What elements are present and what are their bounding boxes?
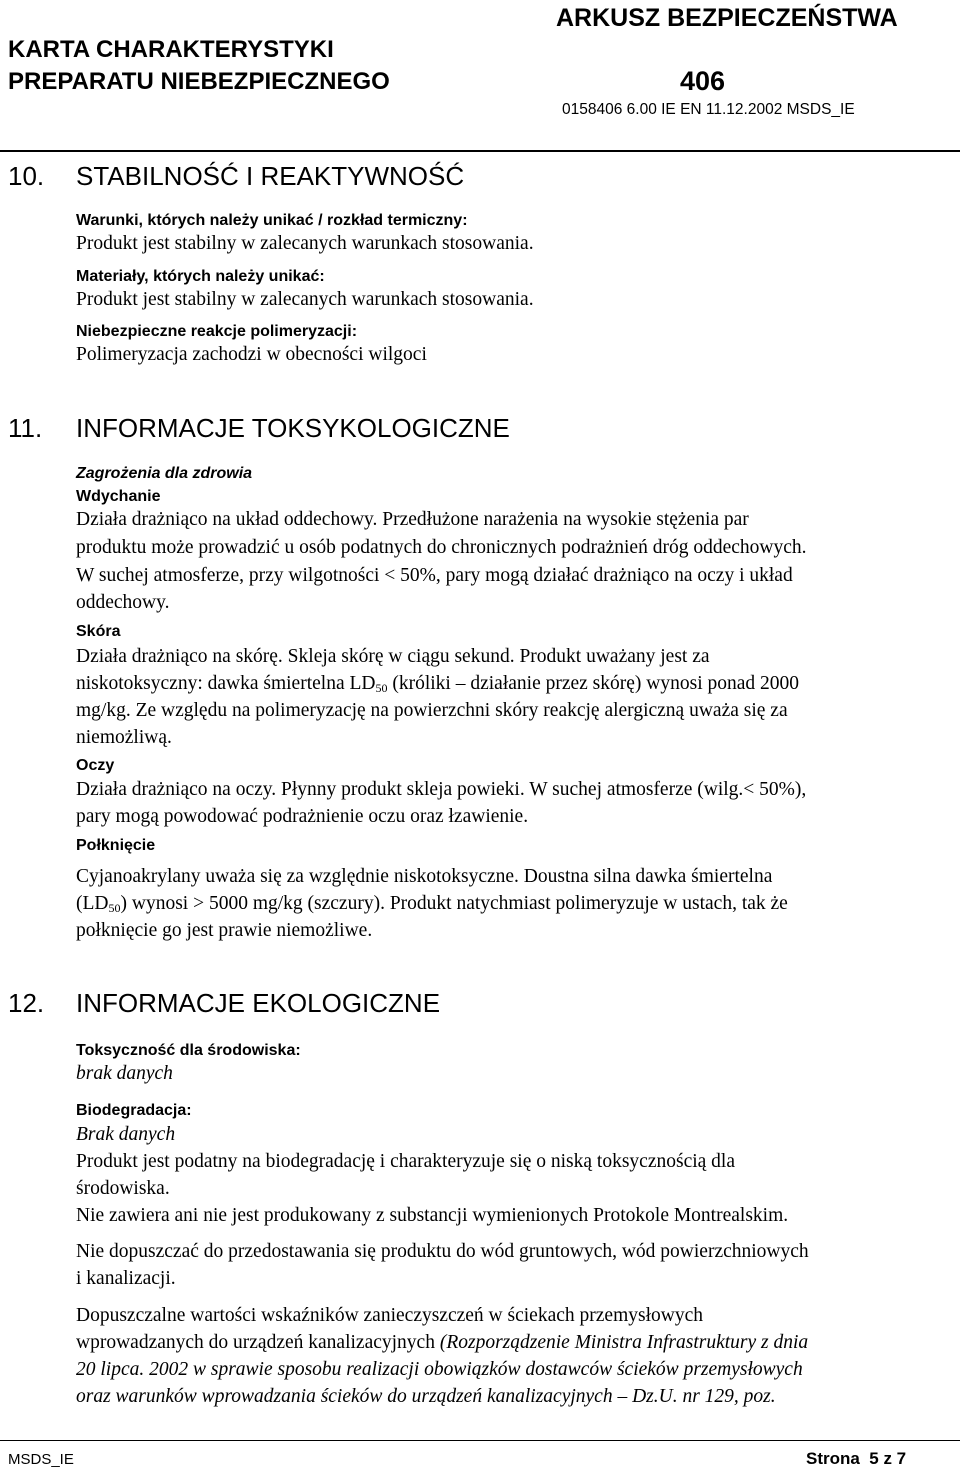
section-10-number: 10.: [8, 161, 45, 191]
section-10-title: STABILNOŚĆ I REAKTYWNOŚĆ: [76, 161, 465, 191]
ingestion-line-2: [76, 893, 788, 915]
disposal-line-2: i kanalizacji.: [76, 1268, 176, 1289]
biodegradation-line-1: Produkt jest podatny na biodegradację i charakteryzuje się o niską toksycznością dla: [76, 1151, 735, 1172]
biodegradation-label: Biodegradacja:: [76, 1102, 192, 1119]
inhalation-line-3: W suchej atmosferze, przy wilgotności < 50%, pary mogą działać drażniąco na oczy i układ: [76, 565, 793, 586]
biodegradation-no-data: Brak danych: [76, 1124, 176, 1145]
limits-line-4: oraz warunków wprowadzania ścieków do urządzeń kanalizacyjnych – Dz.U. nr 129, poz.: [76, 1386, 776, 1407]
eyes-label: Oczy: [76, 757, 115, 774]
eyes-line-1: Działa drażniąco na oczy. Płynny produkt skleja powieki. W suchej atmosferze (wilg.< 50%),: [76, 779, 807, 800]
ingestion-line-1: Cyjanoakrylany uważa się za względnie niskotoksyczne. Doustna silna dawka śmiertelna: [76, 866, 773, 887]
section-12-number: 12.: [8, 988, 45, 1018]
skin-line-3: mg/kg. Ze względu na polimeryzację na powierzchni skóry reakcję alergiczną uważa się za: [76, 700, 788, 721]
ingestion-line-2-end: ) wynosi > 5000 mg/kg (szczury). Produkt natychmiast polimeryzuje w ustach, tak że: [120, 893, 788, 914]
skin-line-1: Działa drażniąco na skórę. Skleja skórę w ciągu sekund. Produkt uważany jest za: [76, 646, 710, 667]
doc-title-right: ARKUSZ BEZPIECZEŃSTWA: [556, 4, 898, 32]
inhalation-line-4: oddechowy.: [76, 592, 170, 613]
eyes-line-2: pary mogą powodować podrażnienie oczu oraz łzawienie.: [76, 806, 529, 827]
footer-doc-id: MSDS_IE: [8, 1451, 74, 1468]
regulation-reference: (Rozporządzenie Ministra Infrastruktury z dnia: [439, 1332, 809, 1353]
header-divider: [0, 150, 960, 152]
limits-line-2: [76, 1332, 808, 1354]
skin-label: Skóra: [76, 623, 121, 640]
health-hazards-heading: Zagrożenia dla zdrowia: [76, 465, 253, 482]
limits-line-2-start: wprowadzanych do urządzeń kanalizacyjnych: [76, 1332, 440, 1353]
doc-title-line-2: PREPARATU NIEBEZPIECZNEGO: [8, 68, 390, 95]
inhalation-line-1: Działa drażniąco na układ oddechowy. Przedłużone narażenia na wysokie stężenia par: [76, 509, 749, 530]
section-10-text-2: Produkt jest stabilny w zalecanych warunkach stosowania.: [76, 289, 534, 310]
section-10-text-3: Polimeryzacja zachodzi w obecności wilgoci: [76, 344, 427, 365]
ingestion-line-3: połknięcie go jest prawie niemożliwe.: [76, 920, 373, 941]
skin-line-2-end: (króliki – działanie przez skórę) wynosi ponad 2000: [387, 673, 800, 694]
disposal-line-1: Nie dopuszczać do przedostawania się produktu do wód gruntowych, wód powierzchniowych: [76, 1241, 809, 1262]
limits-line-3: 20 lipca. 2002 w sprawie sposobu realizacji obowiązków dostawców ścieków przemysłowych: [76, 1359, 803, 1380]
section-10-text-1: Produkt jest stabilny w zalecanych warunkach stosowania.: [76, 233, 534, 254]
product-number: 406: [680, 66, 726, 96]
ld50-subscript: 50: [375, 681, 388, 695]
inhalation-label: Wdychanie: [76, 488, 161, 505]
section-10-label-3: Niebezpieczne reakcje polimeryzacji:: [76, 323, 358, 340]
skin-line-2-start: niskotoksyczny: dawka śmiertelna LD: [76, 673, 376, 694]
skin-line-4: niemożliwą.: [76, 727, 172, 748]
section-11-number: 11.: [8, 413, 43, 443]
ingestion-line-2-start: (LD: [76, 893, 109, 914]
section-11-title: INFORMACJE TOKSYKOLOGICZNE: [76, 413, 510, 443]
inhalation-line-2: produktu może prowadzić u osób podatnych do chronicznych podrażnień dróg oddechowych.: [76, 537, 807, 558]
section-12-title: INFORMACJE EKOLOGICZNE: [76, 988, 441, 1018]
env-toxicity-text: brak danych: [76, 1063, 173, 1084]
biodegradation-line-2: środowiska.: [76, 1178, 170, 1199]
section-10-label-1: Warunki, których należy unikać / rozkład termiczny:: [76, 212, 468, 229]
page-number: Strona 5 z 7: [806, 1449, 907, 1468]
limits-line-1: Dopuszczalne wartości wskaźników zanieczyszczeń w ściekach przemysłowych: [76, 1305, 703, 1326]
ingestion-label: Połknięcie: [76, 837, 156, 854]
footer-divider: [0, 1440, 960, 1441]
section-10-label-2: Materiały, których należy unikać:: [76, 268, 325, 285]
biodegradation-line-3: Nie zawiera ani nie jest produkowany z substancji wymienionych Protokole Montrealskim.: [76, 1205, 789, 1226]
skin-line-2: [76, 673, 799, 695]
doc-title-line-1: KARTA CHARAKTERYSTYKI: [8, 36, 334, 63]
env-toxicity-label: Toksyczność dla środowiska:: [76, 1042, 301, 1059]
document-code: 0158406 6.00 IE EN 11.12.2002 MSDS_IE: [562, 101, 855, 118]
ld50-subscript: 50: [108, 901, 121, 915]
